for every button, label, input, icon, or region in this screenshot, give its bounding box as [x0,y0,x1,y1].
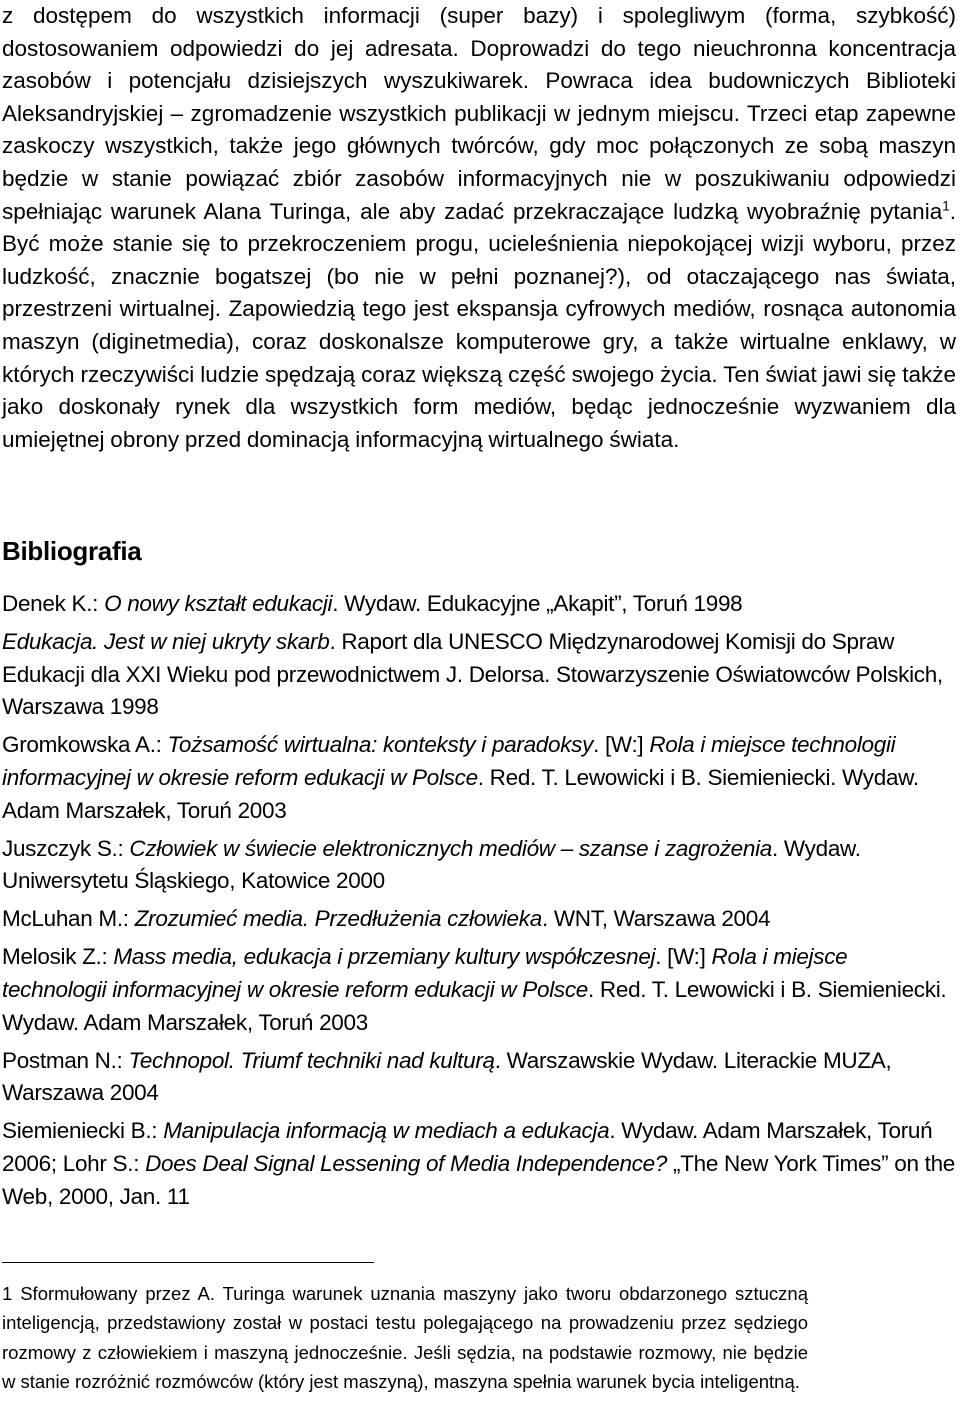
bib-publisher: . Warszawskie Wydaw. Literackie MUZA, Warszawa 2004 [2,1047,892,1106]
bib-title: Edukacja. Jest w niej ukryty skarb [2,629,330,655]
footnote-text: Sformułowany przez A. Turinga warunek uznania maszyny jako tworu obdarzonego sztuczną inteligencją, przedstawiony został w postaci testu polegającego na prowadzeniu przez sędziego rozmowy z człowiekiem i maszyną jednocześnie. Jeśli sędzia, na podstawie rozmowy, nie będzie w stanie rozróżnić rozmówców (który jest maszyną), maszyna spełnia warunek bycia inteligentną. [2,1283,808,1393]
footnote-reference[interactable]: 1 [942,198,950,214]
bib-book-title: Rola i miejsce technologii informacyjnej w okresie reform edukacji w Polsce [2,944,848,1003]
bib-author: Postman N.: [2,1047,129,1073]
bib-publisher-2: „The New York Times” on the Web, 2000, Jan. 11 [2,1151,956,1209]
bib-entry-edukacja [2,626,956,724]
body-text-part1: z dostępem do wszystkich informacji (super bazy) i spolegliwym (forma, szybkość) dostosowaniem odpowiedzi do jej adresata. Doprowadzi do tego nieuchronna koncentracja zasobów i potencjału dzisiejszych wyszukiwarek. Powraca idea budowniczych Biblioteki Aleksandryjskiej – zgromadzenie wszystkich publikacji w jednym miejscu. Trzeci etap zapewne zaskoczy wszystkich, także jego głównych twórców, gdy moc połączonych ze sobą maszyn będzie w stanie powiązać zbiór zasobów informacyjnych nie w poszukiwaniu odpowiedzi spełniając warunek Alana Turinga, ale aby zadać przekraczające ludzką wyobraźnię pytania [2,3,956,224]
bib-title: Mass media, edukacja i przemiany kultury współczesnej [113,944,656,970]
bib-title: Technopol. Triumf techniki nad kulturą [128,1047,495,1073]
bib-publisher: . Raport dla UNESCO Międzynarodowej Komisji do Spraw Edukacji dla XXI Wieku pod przewodnictwem J. Delorsa. Stowarzyszenie Oświatowców Polskich, Warszawa 1998 [2,629,943,720]
bib-in: . [W:] [655,944,712,970]
bibliography-heading: Bibliografia [2,536,142,566]
bib-publisher: . WNT, Warszawa 2004 [541,906,771,932]
footnote-number: 1 [2,1283,13,1304]
bib-title: Człowiek w świecie elektronicznych mediów – szanse i zagrożenia [129,835,773,861]
document-page [2,0,956,1393]
bib-entry-gromkowska [2,729,956,827]
bib-publisher: . Wydaw. Edukacyjne „Akapit”, Toruń 1998 [332,591,743,616]
bib-in: . [W:] [593,732,650,758]
bib-title: O nowy kształt edukacji [104,591,333,616]
bib-book-title: Rola i miejsce technologii informacyjnej w okresie reform edukacji w Polsce [2,732,896,790]
bib-entry-mcluhan [2,903,956,936]
bib-author: Denek K.: [2,591,105,616]
bib-title: Manipulacja informacją w mediach a edukacja [163,1118,610,1144]
bib-author: McLuhan M.: [2,906,135,932]
bib-entry-siemieniecki [2,1115,956,1213]
bib-publisher: . Red. T. Lewowicki i B. Siemieniecki. Wydaw. Adam Marszałek, Toruń 2003 [2,977,947,1035]
bib-publisher: . Wydaw. Adam Marszałek, Toruń 2006; Lohr S.: [2,1118,933,1176]
bibliography-list [2,588,956,1219]
body-text-part2: . Być może stanie się to przekroczeniem progu, ucieleśnienia niepokojącej wizji wyboru, przez ludzkość, znacznie bogatszej (bo nie w pełni poznanej?), od otaczającego nas świata, przestrzeni wirtualnej. Zapowiedzią tego jest ekspansja cyfrowych mediów, rosnąca autonomia maszyn (diginetmedia), coraz doskonalsze komputerowe gry, a także wirtualne enklawy, w których rzeczywiści ludzie spędzają coraz większą część swojego życia. Ten świat jawi się także jako doskonały rynek dla wszystkich form mediów, będąc jednocześnie wyzwaniem dla umiejętnej obrony przed dominacją informacyjną wirtualnego świata. [2,198,956,452]
body-paragraph [2,0,956,456]
bib-author: Melosik Z.: [2,944,114,970]
bib-entry-postman [2,1045,956,1110]
bib-title: Tożsamość wirtualna: konteksty i paradoksy [167,732,594,758]
footnote-separator [2,1262,374,1263]
bib-title: Zrozumieć media. Przedłużenia człowieka [134,906,542,932]
bib-author: Juszczyk S.: [2,835,130,861]
bib-entry-melosik [2,941,956,1039]
footnote [2,1279,808,1397]
bib-author: Gromkowska A.: [2,732,168,758]
bib-publisher: . Wydaw. Uniwersytetu Śląskiego, Katowice 2000 [2,835,861,894]
bib-author: Siemieniecki B.: [2,1118,164,1144]
bib-entry-juszczyk [2,833,956,898]
bib-title-2: Does Deal Signal Lessening of Media Independence? [145,1151,668,1176]
bib-entry-denek [2,588,956,621]
bib-publisher: . Red. T. Lewowicki i B. Siemieniecki. Wydaw. Adam Marszałek, Toruń 2003 [2,764,919,823]
